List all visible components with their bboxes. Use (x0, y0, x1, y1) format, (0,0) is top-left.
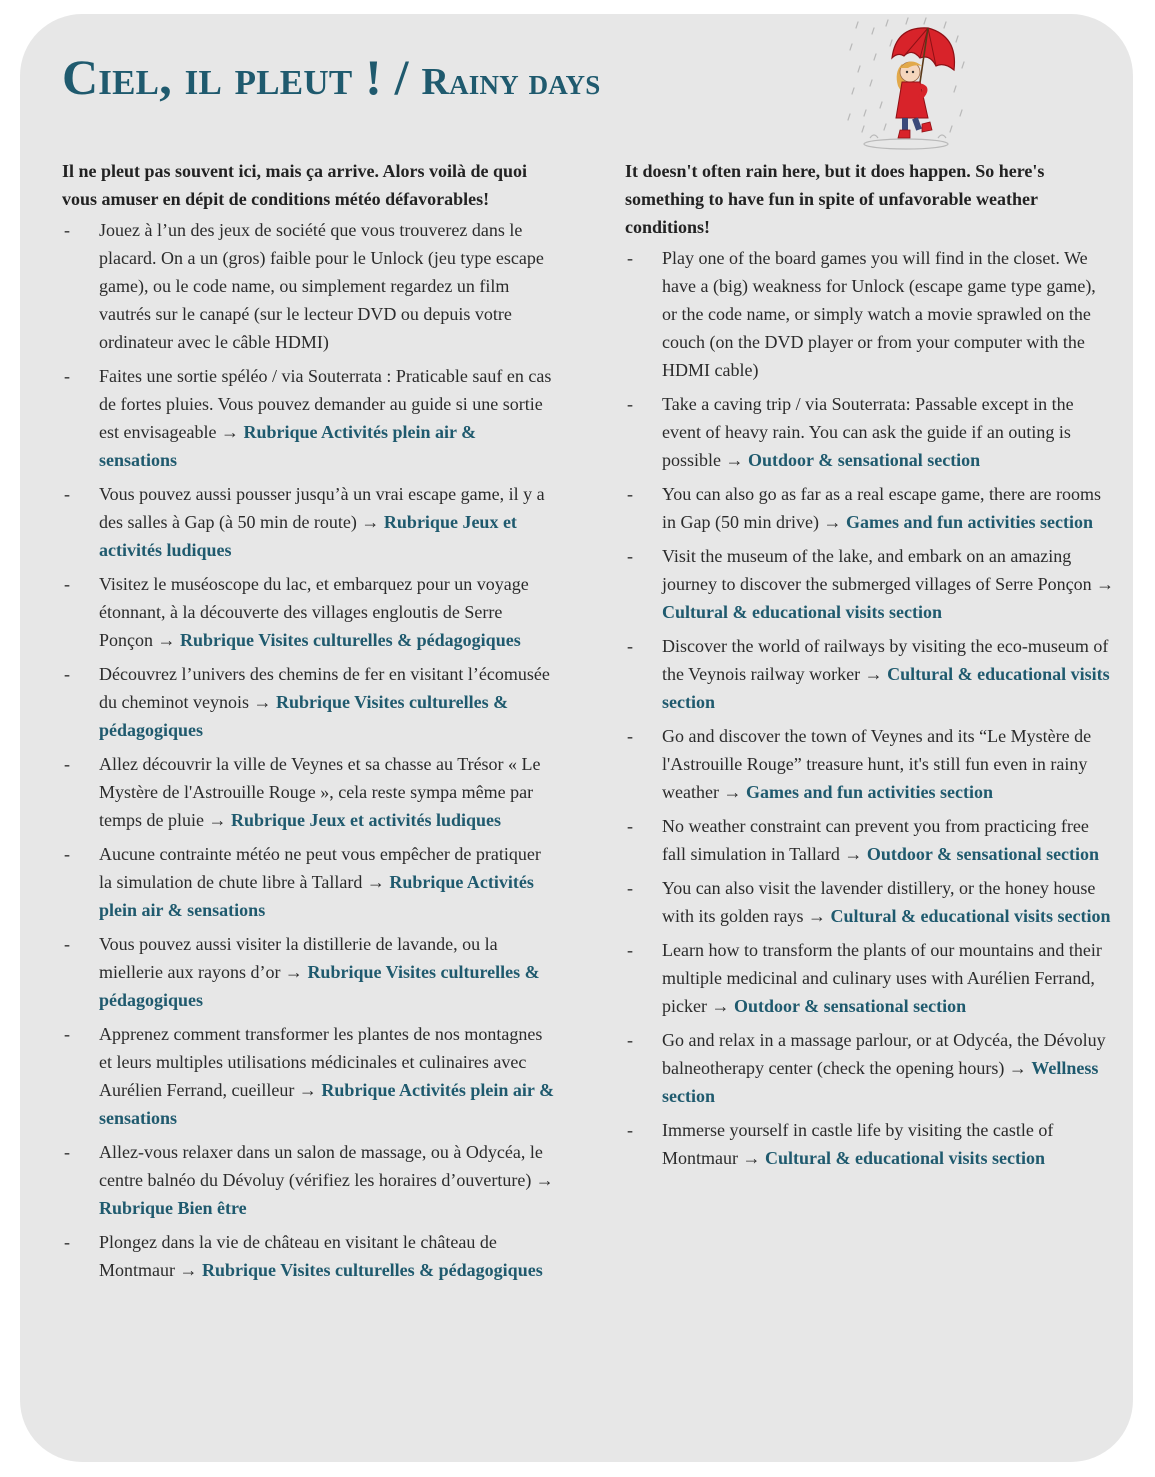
page-title (62, 50, 600, 105)
list-item (62, 750, 558, 834)
bullet-dash: - (627, 484, 633, 504)
list-item (62, 480, 558, 564)
section-link[interactable]: Outdoor & sensational section (733, 996, 967, 1016)
bullet-dash: - (627, 878, 633, 898)
section-link[interactable]: Rubrique Jeux et activités ludiques (99, 512, 517, 560)
french-intro: Il ne pleut pas souvent ici, mais ça arrive. Alors voilà de quoi vous amuser en dépit de conditions météo défavorables! (62, 161, 528, 209)
bullet-dash: - (627, 394, 633, 414)
list-item (625, 1116, 1115, 1172)
girl-with-umbrella-icon (846, 14, 970, 152)
list-item (62, 660, 558, 744)
item-text: Découvrez l’univers des chemins de fer en visitant l’écomusée du cheminot veynois → (99, 664, 550, 712)
list-item (625, 632, 1115, 716)
list-item (625, 812, 1115, 868)
list-item (625, 1026, 1115, 1110)
item-text: Faites une sortie spéléo / via Souterrata : Praticable sauf en cas de fortes pluies. Vous pouvez demander au guide si une sortie est envisageable → (99, 366, 552, 442)
section-link[interactable]: Games and fun activities section (745, 782, 993, 802)
item-text: You can also visit the lavender distillery, or the honey house with its golden rays → (662, 878, 1096, 926)
section-link[interactable]: Rubrique Activités plein air & sensations (99, 422, 477, 470)
bullet-dash: - (64, 1142, 70, 1162)
section-link[interactable]: Rubrique Visites culturelles & pédagogiques (99, 692, 509, 740)
english-intro: It doesn't often rain here, but it does happen. So here's something to have fun in spite of unfavorable weather conditions! (625, 161, 1045, 237)
item-text: You can also go as far as a real escape game, there are rooms in Gap (50 min drive) → (662, 484, 1101, 532)
section-link[interactable]: Rubrique Visites culturelles & pédagogiques (99, 962, 540, 1010)
item-text: Play one of the board games you will find in the closet. We have a (big) weakness for Unlock (escape game type game), or the code name, or simply watch a movie sprawled on the couch (on the DVD player or from your computer with the HDMI cable) (662, 248, 1096, 380)
bullet-dash: - (627, 636, 633, 656)
item-text: Jouez à l’un des jeux de société que vous trouverez dans le placard. On a un (gros) faible pour le Unlock (jeu type escape game), ou le code name, ou simplement regardez un film vautrés sur le canapé (sur le lecteur DVD ou depuis votre ordinateur avec le câble HDMI) (99, 220, 544, 352)
bullet-dash: - (627, 546, 633, 566)
bullet-dash: - (64, 484, 70, 504)
item-text: Learn how to transform the plants of our mountains and their multiple medicinal and culinary uses with Aurélien Ferrand, picker → (662, 940, 1102, 1016)
item-text: Discover the world of railways by visiting the eco-museum of the Veynois railway worker → (662, 636, 1109, 684)
english-activity-list (625, 244, 1115, 1172)
bullet-dash: - (64, 1232, 70, 1252)
list-item (62, 1020, 558, 1132)
section-link[interactable]: Outdoor & sensational section (748, 450, 981, 470)
section-link[interactable]: Cultural & educational visits section (662, 664, 1110, 712)
list-item (625, 874, 1115, 930)
list-item (62, 1228, 558, 1284)
item-text: Visitez le muséoscope du lac, et embarquez pour un voyage étonnant, à la découverte des villages engloutis de Serre Ponçon → (99, 574, 529, 650)
bullet-dash: - (627, 248, 633, 268)
title-separator: / (394, 49, 409, 105)
item-text: Immerse yourself in castle life by visiting the castle of Montmaur → (662, 1120, 1054, 1168)
section-link[interactable]: Cultural & educational visits section (662, 602, 943, 622)
list-item (62, 1138, 558, 1222)
bullet-dash: - (627, 940, 633, 960)
item-text: No weather constraint can prevent you from practicing free fall simulation in Tallard → (662, 816, 1089, 864)
list-item (62, 216, 558, 356)
section-link[interactable]: Rubrique Bien être (99, 1198, 247, 1218)
item-text: Go and relax in a massage parlour, or at Odycéa, the Dévoluy balneotherapy center (check the opening hours) → (662, 1030, 1106, 1078)
section-link[interactable]: Rubrique Activités plein air & sensations (99, 872, 534, 920)
list-item (625, 722, 1115, 806)
item-text: Go and discover the town of Veynes and its “Le Mystère de l'Astrouille Rouge” treasure hunt, it's still fun even in rainy weather → (662, 726, 1092, 802)
section-link[interactable]: Outdoor & sensational section (866, 844, 1100, 864)
bullet-dash: - (627, 726, 633, 746)
section-link[interactable]: Rubrique Visites culturelles & pédagogiques (202, 1260, 543, 1280)
list-item (625, 936, 1115, 1020)
item-text: Allez découvrir la ville de Veynes et sa chasse au Trésor « Le Mystère de l'Astrouille Rouge », cela reste sympa même par temps de pluie → (99, 754, 541, 830)
french-activity-list (62, 216, 558, 1284)
english-column (625, 157, 1115, 1178)
item-text: Vous pouvez aussi pousser jusqu’à un vrai escape game, il y a des salles à Gap (à 50 min de route) → (99, 484, 545, 532)
section-link[interactable]: Rubrique Visites culturelles & pédagogiques (180, 630, 521, 650)
section-link[interactable]: Wellness section (662, 1058, 1099, 1106)
section-link[interactable]: Rubrique Activités plein air & sensations (99, 1080, 555, 1128)
bullet-dash: - (64, 934, 70, 954)
list-item (62, 840, 558, 924)
list-item (625, 244, 1115, 384)
item-text: Apprenez comment transformer les plantes de nos montagnes et leurs multiples utilisations médicinales et culinaires avec Aurélien Ferrand, cueilleur → (99, 1024, 543, 1100)
list-item (625, 390, 1115, 474)
bullet-dash: - (64, 574, 70, 594)
list-item (62, 362, 558, 474)
item-text: Allez-vous relaxer dans un salon de massage, ou à Odycéa, le centre balnéo du Dévoluy (vérifiez les horaires d’ouverture) → (99, 1142, 554, 1190)
item-text: Visit the museum of the lake, and embark on an amazing journey to discover the submerged villages of Serre Ponçon → (662, 546, 1115, 594)
list-item (625, 542, 1115, 626)
bullet-dash: - (64, 366, 70, 386)
section-link[interactable]: Games and fun activities section (845, 512, 1093, 532)
bullet-dash: - (64, 844, 70, 864)
section-link[interactable]: Cultural & educational visits section (830, 906, 1111, 926)
list-item (62, 930, 558, 1014)
bullet-dash: - (627, 1120, 633, 1140)
bullet-dash: - (64, 1024, 70, 1044)
list-item (62, 570, 558, 654)
item-text: Take a caving trip / via Souterrata: Passable except in the event of heavy rain. You can ask the guide if an outing is possible → (662, 394, 1074, 470)
section-link[interactable]: Rubrique Jeux et activités ludiques (230, 810, 502, 830)
list-item (625, 480, 1115, 536)
bullet-dash: - (627, 816, 633, 836)
bullet-dash: - (627, 1030, 633, 1050)
french-column (62, 157, 558, 1290)
item-text: Plongez dans la vie de château en visitant le château de Montmaur → (99, 1232, 497, 1280)
section-link[interactable]: Cultural & educational visits section (765, 1148, 1046, 1168)
title-french: Ciel, il pleut ! (62, 49, 382, 105)
item-text: Vous pouvez aussi visiter la distillerie de lavande, ou la miellerie aux rayons d’or → (99, 934, 498, 982)
bullet-dash: - (64, 220, 70, 240)
bullet-dash: - (64, 754, 70, 774)
item-text: Aucune contrainte météo ne peut vous empêcher de pratiquer la simulation de chute libre à Tallard → (99, 844, 541, 892)
title-english: Rainy days (421, 61, 601, 103)
bullet-dash: - (64, 664, 70, 684)
